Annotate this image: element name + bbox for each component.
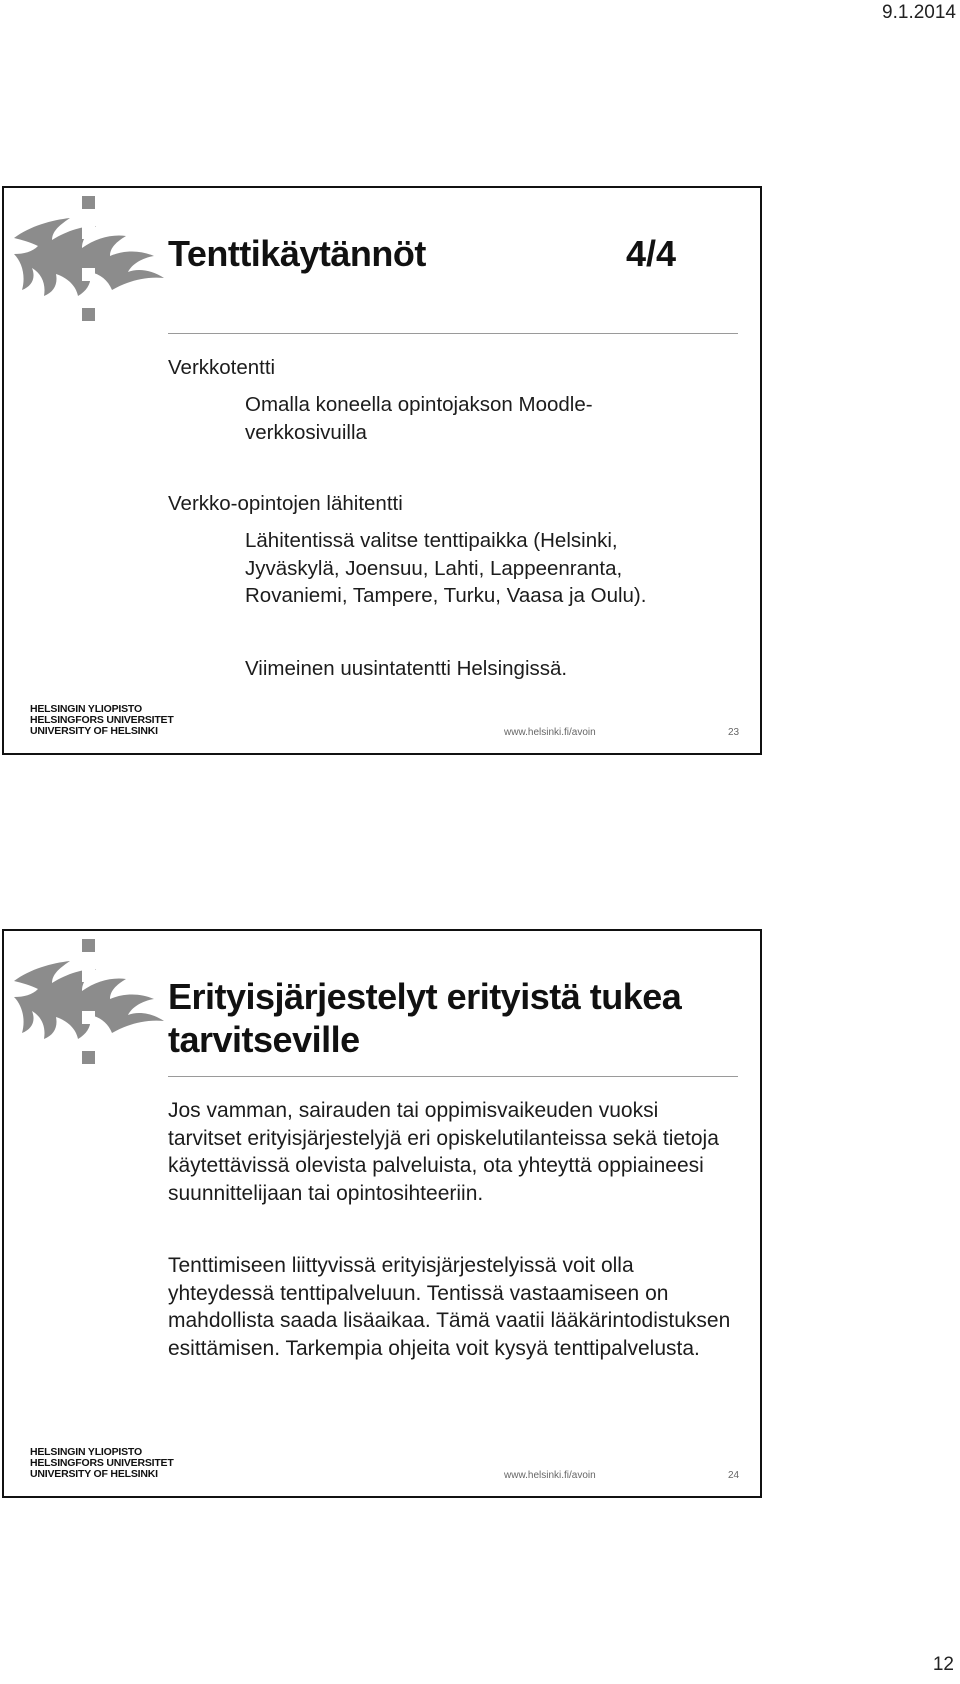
- slide-number: 24: [728, 1470, 740, 1481]
- section-text-uusintatentti: Viimeinen uusintatentti Helsingissä.: [245, 657, 568, 680]
- university-flame-logo: [12, 939, 167, 1069]
- slide-24: [2, 929, 762, 1498]
- page-number: 12: [932, 1654, 954, 1675]
- university-flame-logo: [12, 196, 167, 326]
- footer-url: www.helsinki.fi/avoin: [504, 727, 596, 738]
- paragraph-support-contact: Jos vamman, sairauden tai oppimisvaikeuden vuoksi tarvitset erityisjärjestelyjä eri opiskelutilanteissa sekä tietoja käytettävissä olevista palveluista, ota yhteyttä oppiaineesi suunnittelijaan tai opintosihteeriin.: [168, 1099, 719, 1205]
- university-name-sv: HELSINGFORS UNIVERSITET: [30, 1457, 174, 1469]
- slide-23: [2, 186, 762, 755]
- paragraph-exam-arrangements: Tenttimiseen liittyvissä erityisjärjestelyissä voit olla yhteydessä tenttipalveluun. Tentissä vastaamiseen on mahdollista saada lisäaikaa. Tämä vaatii lääkärintodistuksen esittämisen. Tarkempia ohjeita voit kysyä tenttipalvelusta.: [168, 1254, 731, 1360]
- title-divider: [168, 1076, 738, 1077]
- slide-number: 23: [728, 727, 740, 738]
- university-name-en: UNIVERSITY OF HELSINKI: [30, 1468, 158, 1480]
- section-heading-verkkotentti: Verkkotentti: [168, 356, 276, 379]
- university-name-fi: HELSINGIN YLIOPISTO: [30, 703, 142, 715]
- section-text-verkkotentti: Omalla koneella opintojakson Moodle-verkkosivuilla: [245, 393, 593, 444]
- university-wordmark: [30, 1447, 174, 1480]
- slide-part-indicator: 4/4: [626, 233, 677, 274]
- section-text-lahitentti: Lähitentissä valitse tenttipaikka (Helsinki, Jyväskylä, Joensuu, Lahti, Lappeenranta, Rovaniemi, Tampere, Turku, Vaasa ja Oulu).: [245, 529, 647, 607]
- page-date: 9.1.2014: [882, 2, 956, 23]
- title-divider: [168, 333, 738, 334]
- university-name-en: UNIVERSITY OF HELSINKI: [30, 725, 158, 737]
- university-wordmark: [30, 704, 174, 737]
- section-heading-lahitentti: Verkko-opintojen lähitentti: [168, 492, 403, 515]
- university-name-sv: HELSINGFORS UNIVERSITET: [30, 714, 174, 726]
- footer-url: www.helsinki.fi/avoin: [504, 1470, 596, 1481]
- slide-title: Erityisjärjestelyt erityistä tukea tarvitseville: [168, 976, 682, 1060]
- university-name-fi: HELSINGIN YLIOPISTO: [30, 1446, 142, 1458]
- slide-title: Tenttikäytännöt: [168, 233, 426, 274]
